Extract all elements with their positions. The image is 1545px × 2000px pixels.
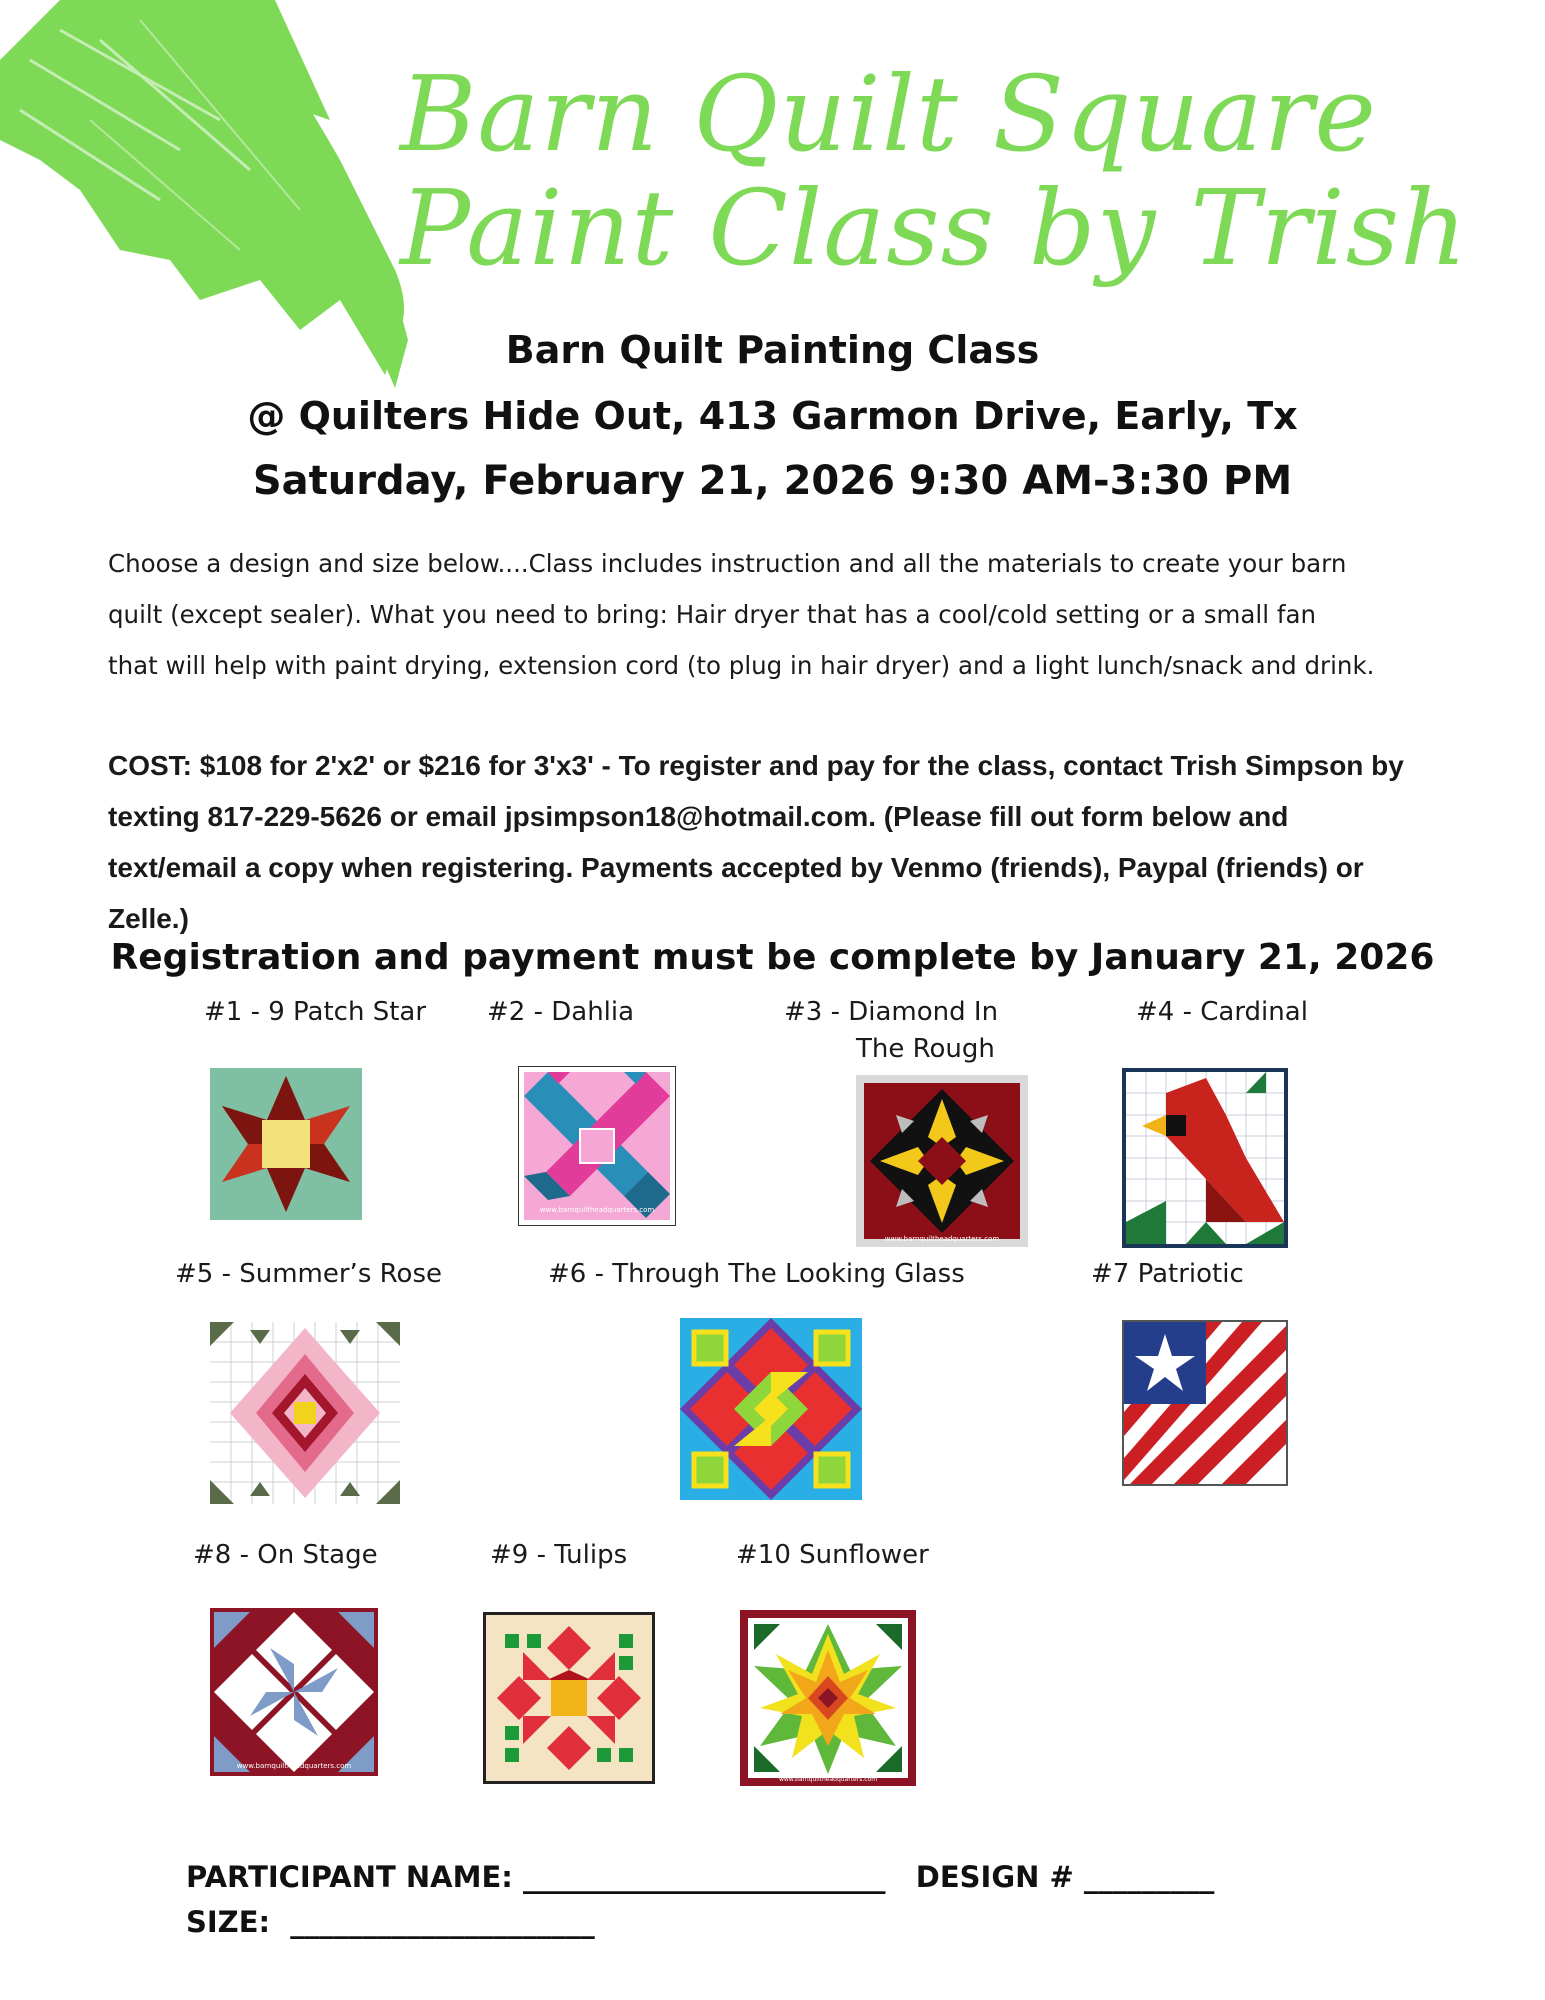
cost-line: texting 817-229-5626 or email jpsimpson18@hotmail.com. (Please fill out form below and bbox=[108, 801, 1289, 832]
cost-line: COST: $108 for 2'x2' or $216 for 3'x3' - To register and pay for the class, contact Trish Simpson by bbox=[108, 750, 1404, 781]
design-label-1: #1 - 9 Patch Star bbox=[204, 997, 427, 1027]
watermark: www.barnquiltheadquarters.com bbox=[884, 1235, 1000, 1243]
looking-glass-quilt-icon[interactable] bbox=[680, 1318, 862, 1500]
cardinal-quilt-icon[interactable] bbox=[1122, 1068, 1288, 1248]
description bbox=[108, 538, 1448, 691]
description-line: Choose a design and size below....Class includes instruction and all the materials to create your barn bbox=[108, 549, 1347, 578]
patriotic-quilt-icon[interactable] bbox=[1122, 1320, 1288, 1486]
design-label-2: #2 - Dahlia bbox=[487, 997, 635, 1027]
nine-patch-star-quilt-icon[interactable] bbox=[210, 1068, 362, 1220]
design-label-4: #4 - Cardinal bbox=[1136, 997, 1308, 1027]
summers-rose-quilt-icon[interactable] bbox=[210, 1322, 400, 1504]
design-label-3b: The Rough bbox=[856, 1034, 995, 1064]
design-label-5: #5 - Summer’s Rose bbox=[175, 1259, 442, 1289]
design-label-6: #6 - Through The Looking Glass bbox=[548, 1259, 965, 1289]
description-line: quilt (except sealer). What you need to bring: Hair dryer that has a cool/cold setting or a small fan bbox=[108, 600, 1317, 629]
dahlia-quilt-icon[interactable] bbox=[518, 1066, 676, 1226]
participant-name-field[interactable]: PARTICIPANT NAME: _________________________ DESIGN # _________ bbox=[186, 1860, 1215, 1894]
description-line: that will help with paint drying, extension cord (to plug in hair dryer) and a light lunch/snack and drink. bbox=[108, 651, 1375, 680]
sunflower-quilt-icon[interactable] bbox=[740, 1610, 916, 1786]
design-label-3: #3 - Diamond In bbox=[784, 997, 999, 1027]
watermark: www.barnquiltheadquarters.com bbox=[778, 1776, 878, 1783]
cost-line: text/email a copy when registering. Payments accepted by Venmo (friends), Paypal (friends) or bbox=[108, 852, 1364, 883]
cost-line: Zelle.) bbox=[108, 903, 189, 934]
script-title-line-2: Paint Class by Trish bbox=[400, 167, 1469, 289]
design-label-9: #9 - Tulips bbox=[490, 1540, 628, 1570]
script-title-line-1: Barn Quilt Square bbox=[400, 53, 1377, 175]
event-datetime: Saturday, February 21, 2026 9:30 AM-3:30 PM bbox=[252, 458, 1293, 504]
design-label-7: #7 Patriotic bbox=[1091, 1259, 1244, 1289]
size-field[interactable]: SIZE: _____________________ bbox=[186, 1905, 595, 1939]
on-stage-quilt-icon[interactable] bbox=[210, 1608, 378, 1776]
event-title: Barn Quilt Painting Class bbox=[505, 328, 1040, 372]
watermark: www.barnquiltheadquarters.com bbox=[539, 1206, 655, 1214]
tulips-quilt-icon[interactable] bbox=[483, 1612, 655, 1784]
cost-details bbox=[108, 740, 1448, 944]
design-label-8: #8 - On Stage bbox=[193, 1540, 378, 1570]
registration-deadline: Registration and payment must be complete by January 21, 2026 bbox=[110, 937, 1435, 978]
event-location: @ Quilters Hide Out, 413 Garmon Drive, Early, Tx bbox=[247, 394, 1298, 438]
design-label-10: #10 Sunflower bbox=[736, 1540, 929, 1570]
watermark: www.barnquiltheadquarters.com bbox=[236, 1762, 352, 1770]
diamond-in-the-rough-quilt-icon[interactable] bbox=[856, 1075, 1028, 1247]
